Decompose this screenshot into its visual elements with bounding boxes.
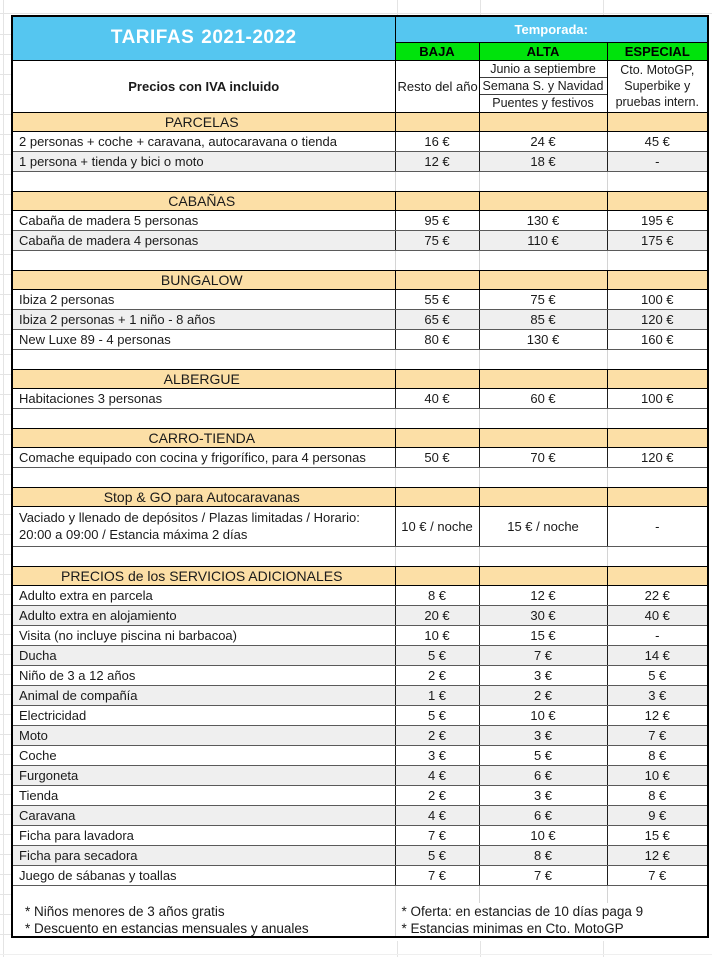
section-header-cell	[395, 566, 479, 585]
title-prefix: TARIFAS	[110, 27, 195, 49]
section-gap	[12, 546, 708, 566]
price-especial: 45 €	[607, 131, 708, 151]
price-row	[12, 131, 708, 151]
price-row	[12, 506, 708, 546]
price-baja: 55 €	[395, 289, 479, 309]
price-row	[12, 725, 708, 745]
alta-description-line: Puentes y festivos	[492, 95, 594, 110]
gap-cell	[395, 171, 479, 191]
price-baja: 50 €	[395, 447, 479, 467]
section-header-row-cabanas	[12, 191, 708, 210]
price-row	[12, 289, 708, 309]
header-row-1	[12, 16, 708, 42]
baja-description: Resto del año	[395, 60, 479, 112]
row-label: Moto	[12, 725, 395, 745]
price-alta: 70 €	[479, 447, 607, 467]
price-alta: 3 €	[479, 725, 607, 745]
section-gap	[12, 250, 708, 270]
price-especial: 12 €	[607, 705, 708, 725]
footnote-left: * Niños menores de 3 años gratis	[12, 903, 395, 920]
spreadsheet-gridline	[0, 13, 712, 14]
price-especial: 175 €	[607, 230, 708, 250]
season-alta: ALTA	[479, 42, 607, 60]
price-row	[12, 210, 708, 230]
alta-description	[479, 60, 607, 112]
section-title: PARCELAS	[12, 112, 395, 131]
row-label: Ducha	[12, 645, 395, 665]
gap-cell	[607, 349, 708, 369]
price-especial: 100 €	[607, 388, 708, 408]
gap-cell	[479, 885, 607, 903]
gap-cell	[607, 171, 708, 191]
row-label: Comache equipado con cocina y frigorífico, para 4 personas	[12, 447, 395, 467]
price-baja: 40 €	[395, 388, 479, 408]
section-title: PRECIOS de los SERVICIOS ADICIONALES	[12, 566, 395, 585]
price-especial: 7 €	[607, 865, 708, 885]
gap-cell	[479, 467, 607, 487]
row-label: Cabaña de madera 5 personas	[12, 210, 395, 230]
price-baja: 1 €	[395, 685, 479, 705]
section-header-cell	[479, 428, 607, 447]
title-years: 2021-2022	[201, 27, 297, 49]
section-title: CABAÑAS	[12, 191, 395, 210]
gap-cell	[607, 408, 708, 428]
section-header-row-stop-go	[12, 487, 708, 506]
price-especial: 7 €	[607, 725, 708, 745]
price-baja: 2 €	[395, 725, 479, 745]
section-header-cell	[607, 369, 708, 388]
section-header-cell	[479, 112, 607, 131]
price-especial: 120 €	[607, 309, 708, 329]
price-alta: 15 € / noche	[479, 506, 607, 546]
spreadsheet-gridline	[0, 954, 712, 955]
spreadsheet-gridline	[480, 0, 481, 15]
row-label: Ficha para secadora	[12, 845, 395, 865]
price-row	[12, 230, 708, 250]
price-baja: 16 €	[395, 131, 479, 151]
especial-description-line: pruebas intern.	[615, 95, 699, 109]
price-alta: 110 €	[479, 230, 607, 250]
footnote-right: * Oferta: en estancias de 10 días paga 9	[395, 903, 708, 920]
section-header-cell	[395, 369, 479, 388]
section-header-cell	[479, 270, 607, 289]
price-alta: 10 €	[479, 825, 607, 845]
price-especial: 8 €	[607, 745, 708, 765]
section-header-cell	[395, 428, 479, 447]
section-title: BUNGALOW	[12, 270, 395, 289]
gap-cell	[479, 546, 607, 566]
price-baja: 80 €	[395, 329, 479, 349]
price-alta: 5 €	[479, 745, 607, 765]
page-title	[12, 16, 395, 60]
section-gap	[12, 467, 708, 487]
iva-note: Precios con IVA incluido	[12, 60, 395, 112]
gap-cell	[12, 171, 395, 191]
gap-cell	[12, 885, 395, 903]
footnote-row	[12, 903, 708, 920]
price-especial: 22 €	[607, 585, 708, 605]
row-label: Adulto extra en alojamiento	[12, 605, 395, 625]
row-label: 1 persona + tienda y bici o moto	[12, 151, 395, 171]
price-row	[12, 388, 708, 408]
footnote-right: * Estancias minimas en Cto. MotoGP	[395, 920, 708, 937]
price-baja: 5 €	[395, 705, 479, 725]
price-especial: 9 €	[607, 805, 708, 825]
price-baja: 8 €	[395, 585, 479, 605]
gap-cell	[479, 349, 607, 369]
price-alta: 85 €	[479, 309, 607, 329]
section-header-cell	[607, 112, 708, 131]
price-baja: 95 €	[395, 210, 479, 230]
spreadsheet-row-ticks	[0, 15, 11, 941]
row-label: Niño de 3 a 12 años	[12, 665, 395, 685]
gap-cell	[12, 408, 395, 428]
price-especial: -	[607, 506, 708, 546]
price-row	[12, 825, 708, 845]
footnote-left: * Descuento en estancias mensuales y anuales	[12, 920, 395, 937]
price-baja: 65 €	[395, 309, 479, 329]
price-especial: -	[607, 625, 708, 645]
row-label: Ibiza 2 personas + 1 niño - 8 años	[12, 309, 395, 329]
section-header-cell	[395, 270, 479, 289]
section-header-cell	[607, 566, 708, 585]
price-especial: 195 €	[607, 210, 708, 230]
section-header-row-carro-tienda	[12, 428, 708, 447]
price-row	[12, 151, 708, 171]
especial-description	[607, 60, 708, 112]
section-header-row-bungalow	[12, 270, 708, 289]
price-alta: 30 €	[479, 605, 607, 625]
price-alta: 3 €	[479, 785, 607, 805]
footnote-row	[12, 920, 708, 937]
section-gap	[12, 349, 708, 369]
price-alta: 6 €	[479, 765, 607, 785]
price-row	[12, 705, 708, 725]
price-alta: 7 €	[479, 865, 607, 885]
price-row	[12, 309, 708, 329]
section-header-cell	[395, 487, 479, 506]
price-baja: 5 €	[395, 645, 479, 665]
row-label: Juego de sábanas y toallas	[12, 865, 395, 885]
gap-cell	[607, 885, 708, 903]
especial-description-line: Cto. MotoGP,	[620, 63, 695, 77]
price-baja: 20 €	[395, 605, 479, 625]
section-title: ALBERGUE	[12, 369, 395, 388]
price-especial: 40 €	[607, 605, 708, 625]
gap-cell	[395, 349, 479, 369]
price-row	[12, 665, 708, 685]
row-label: Furgoneta	[12, 765, 395, 785]
price-baja: 75 €	[395, 230, 479, 250]
row-label: Ibiza 2 personas	[12, 289, 395, 309]
price-especial: 14 €	[607, 645, 708, 665]
alta-description-line: Junio a septiembre	[480, 61, 607, 78]
row-label: 2 personas + coche + caravana, autocaravana o tienda	[12, 131, 395, 151]
row-label: Electricidad	[12, 705, 395, 725]
gap-cell	[395, 250, 479, 270]
section-header-cell	[607, 191, 708, 210]
section-gap	[12, 408, 708, 428]
price-especial: 15 €	[607, 825, 708, 845]
price-baja: 7 €	[395, 825, 479, 845]
gap-cell	[12, 467, 395, 487]
gap-cell	[607, 250, 708, 270]
gap-cell	[12, 250, 395, 270]
gap-cell	[479, 250, 607, 270]
price-alta: 10 €	[479, 705, 607, 725]
price-alta: 60 €	[479, 388, 607, 408]
price-alta: 75 €	[479, 289, 607, 309]
season-baja: BAJA	[395, 42, 479, 60]
price-row	[12, 785, 708, 805]
price-baja: 12 €	[395, 151, 479, 171]
gap-cell	[607, 546, 708, 566]
section-header-cell	[607, 487, 708, 506]
price-alta: 12 €	[479, 585, 607, 605]
row-label: Visita (no incluye piscina ni barbacoa)	[12, 625, 395, 645]
price-especial: 160 €	[607, 329, 708, 349]
price-especial: -	[607, 151, 708, 171]
row-label: Tienda	[12, 785, 395, 805]
section-header-cell	[607, 270, 708, 289]
row-label: Animal de compañía	[12, 685, 395, 705]
price-baja: 4 €	[395, 765, 479, 785]
section-header-cell	[479, 191, 607, 210]
row-label: Adulto extra en parcela	[12, 585, 395, 605]
price-alta: 8 €	[479, 845, 607, 865]
price-baja: 2 €	[395, 785, 479, 805]
price-alta: 24 €	[479, 131, 607, 151]
price-alta: 7 €	[479, 645, 607, 665]
section-header-cell	[479, 487, 607, 506]
section-title: Stop & GO para Autocaravanas	[12, 487, 395, 506]
price-row	[12, 329, 708, 349]
section-header-row-albergue	[12, 369, 708, 388]
spreadsheet-gridline	[603, 0, 604, 15]
price-especial: 3 €	[607, 685, 708, 705]
section-title: CARRO-TIENDA	[12, 428, 395, 447]
especial-description-line: Superbike y	[624, 79, 691, 93]
price-row	[12, 585, 708, 605]
season-especial: ESPECIAL	[607, 42, 708, 60]
price-especial: 100 €	[607, 289, 708, 309]
price-row	[12, 685, 708, 705]
price-row	[12, 625, 708, 645]
price-especial: 120 €	[607, 447, 708, 467]
spreadsheet-gridline	[397, 0, 398, 15]
section-header-cell	[479, 566, 607, 585]
section-header-cell	[395, 191, 479, 210]
section-header-cell	[395, 112, 479, 131]
row-label: Caravana	[12, 805, 395, 825]
price-especial: 10 €	[607, 765, 708, 785]
price-baja: 5 €	[395, 845, 479, 865]
price-especial: 12 €	[607, 845, 708, 865]
gap-cell	[12, 349, 395, 369]
alta-description-line: Semana S. y Navidad	[480, 78, 607, 95]
price-row	[12, 805, 708, 825]
price-baja: 10 € / noche	[395, 506, 479, 546]
section-header-cell	[607, 428, 708, 447]
price-row	[12, 605, 708, 625]
tarifas-table	[11, 15, 709, 938]
row-label: New Luxe 89 - 4 personas	[12, 329, 395, 349]
section-gap	[12, 171, 708, 191]
footnote-gap	[12, 885, 708, 903]
section-header-row-servicios	[12, 566, 708, 585]
temporada-header: Temporada:	[395, 16, 708, 42]
price-baja: 7 €	[395, 865, 479, 885]
row-label: Vaciado y llenado de depósitos / Plazas limitadas / Horario: 20:00 a 09:00 / Estancia máxima 2 días	[12, 506, 395, 546]
price-baja: 3 €	[395, 745, 479, 765]
price-alta: 18 €	[479, 151, 607, 171]
price-especial: 5 €	[607, 665, 708, 685]
gap-cell	[395, 885, 479, 903]
gap-cell	[12, 546, 395, 566]
price-baja: 4 €	[395, 805, 479, 825]
row-label: Coche	[12, 745, 395, 765]
price-alta: 130 €	[479, 210, 607, 230]
price-alta: 6 €	[479, 805, 607, 825]
section-header-cell	[479, 369, 607, 388]
gap-cell	[607, 467, 708, 487]
price-row	[12, 765, 708, 785]
section-header-row-parcelas	[12, 112, 708, 131]
price-row	[12, 447, 708, 467]
row-label: Cabaña de madera 4 personas	[12, 230, 395, 250]
price-baja: 2 €	[395, 665, 479, 685]
gap-cell	[479, 408, 607, 428]
gap-cell	[479, 171, 607, 191]
price-row	[12, 645, 708, 665]
season-description-row	[12, 60, 708, 112]
price-alta: 130 €	[479, 329, 607, 349]
price-row	[12, 745, 708, 765]
price-alta: 2 €	[479, 685, 607, 705]
price-alta: 15 €	[479, 625, 607, 645]
price-baja: 10 €	[395, 625, 479, 645]
price-row	[12, 865, 708, 885]
row-label: Habitaciones 3 personas	[12, 388, 395, 408]
gap-cell	[395, 546, 479, 566]
price-especial: 8 €	[607, 785, 708, 805]
gap-cell	[395, 408, 479, 428]
row-label: Ficha para lavadora	[12, 825, 395, 845]
price-row	[12, 845, 708, 865]
price-alta: 3 €	[479, 665, 607, 685]
gap-cell	[395, 467, 479, 487]
